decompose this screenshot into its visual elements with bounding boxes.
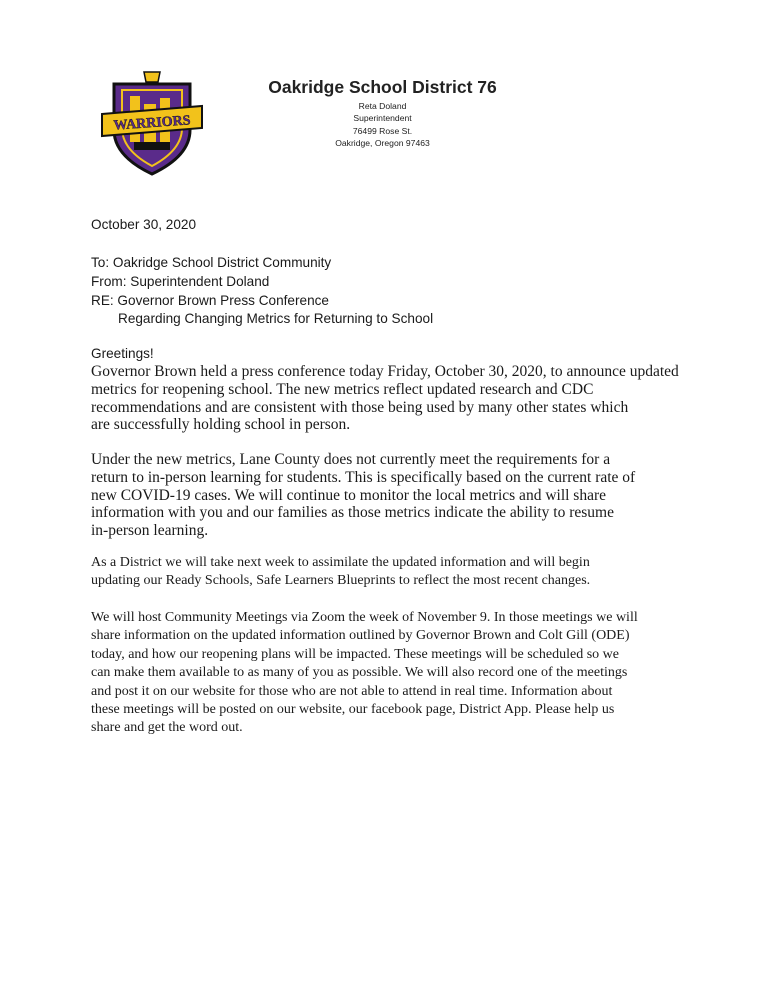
paragraph-community-meetings	[91, 609, 691, 738]
paragraph-line: Under the new metrics, Lane County does not currently meet the requirements for a	[91, 451, 611, 468]
paragraph-line: in-person learning.	[91, 522, 209, 540]
paragraph-line: Governor Brown held a press conference today Friday, October 30, 2020, to announce updated	[91, 363, 679, 380]
paragraph-line: and post it on our website for those who are not able to attend in real time. Information about	[91, 683, 613, 699]
memo-re: RE: Governor Brown Press Conference	[91, 292, 329, 308]
paragraph-line: updating our Ready Schools, Safe Learners Blueprints to reflect the most recent changes.	[91, 573, 591, 589]
paragraph-line: these meetings will be posted on our website, our facebook page, District App. Please help us	[91, 702, 615, 718]
paragraph-line: can make them available to as many of you as possible. We will also record one of the meetings	[91, 665, 628, 681]
paragraph-line: are successfully holding school in person.	[91, 416, 351, 434]
city-state-zip: Oakridge, Oregon 97463	[335, 138, 430, 149]
paragraph-lane-county	[91, 451, 691, 540]
paragraph-line: today, and how our reopening plans will be impacted. These meetings will be scheduled so we	[91, 646, 619, 662]
memo-from: From: Superintendent Doland	[91, 273, 270, 289]
paragraph-press-conference	[91, 363, 691, 434]
paragraph-line: metrics for reopening school. The new metrics reflect updated research and CDC	[91, 380, 594, 398]
superintendent-title: Superintendent	[353, 113, 412, 124]
paragraph-line: recommendations and are consistent with those being used by many other states which	[91, 398, 629, 416]
paragraph-line: share and get the word out.	[91, 720, 243, 736]
paragraph-line: We will host Community Meetings via Zoom the week of November 9. In those meetings we will	[91, 610, 638, 625]
logo-text: WARRIORS	[113, 113, 192, 134]
paragraph-line: new COVID-19 cases. We will continue to monitor the local metrics and will share	[91, 486, 607, 504]
paragraph-next-week	[91, 554, 691, 591]
logo-helmet-crest	[144, 72, 160, 82]
superintendent-name: Reta Doland	[358, 101, 407, 111]
letter-date: October 30, 2020	[91, 217, 197, 232]
letterhead	[250, 74, 515, 150]
memo-to: To: Oakridge School District Community	[91, 255, 332, 270]
warriors-shield-logo	[100, 70, 204, 176]
street-address: 76499 Rose St.	[352, 125, 413, 136]
memo-header	[91, 254, 433, 329]
district-name: Oakridge School District 76	[268, 77, 497, 97]
greeting: Greetings!	[91, 346, 154, 361]
paragraph-line: information with you and our families as those metrics indicate the ability to resume	[91, 504, 614, 522]
paragraph-line: share information on the updated information outlined by Governor Brown and Colt Gill (ODE)	[91, 628, 630, 644]
paragraph-line: return to in-person learning for students. This is specifically based on the current rate of	[91, 468, 636, 486]
memo-re-continued: Regarding Changing Metrics for Returning to School	[118, 311, 434, 327]
paragraph-line: As a District we will take next week to assimilate the updated information and will begin	[91, 555, 590, 570]
